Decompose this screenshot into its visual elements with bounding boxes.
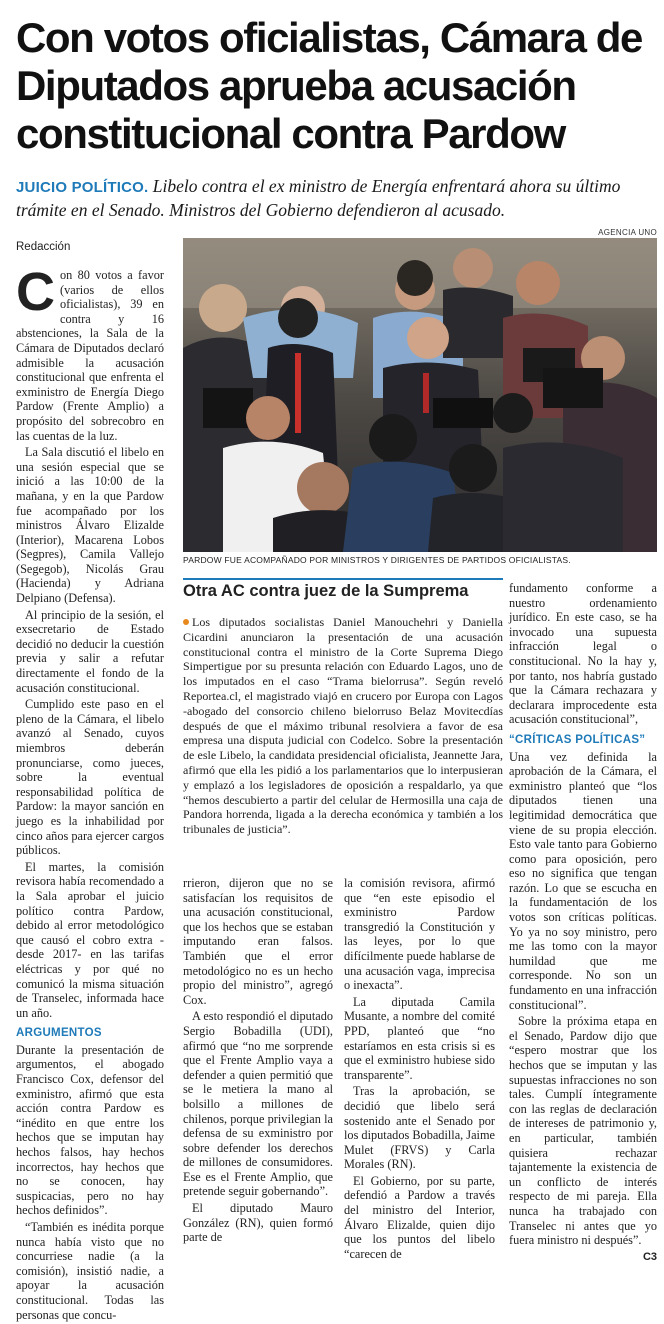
photo-illustration — [183, 238, 657, 552]
column-3 — [344, 876, 495, 1263]
paragraph: la comisión revisora, afirmó que “en este episodio el exministro Pardow transgredió la Constitución y las leyes, por lo que difícilmente puede hablarse de una acusación vaga, imprecisa o inexacta”. — [344, 876, 495, 993]
byline: Redacción — [16, 241, 71, 253]
paragraph: fundamento conforme a nuestro ordenamiento jurídico. En este caso, se ha invocado una supuesta infracción legal o constitucional. No la hay y, por tanto, nos habría gustado que la Cámara rechazara y declarara improcedente esta acusación constitucional”, — [509, 581, 657, 727]
paragraph: A esto respondió el diputado Sergio Bobadilla (UDI), afirmó que “no me sorprende que el Frente Amplio vaya a defender a quien permitió que se le metiera la mano al bolsillo a millones de chilenos, porque privilegian la defensa de su exministro por sobre defender los derechos de millones de consumidores. Ese es el Frente Amplio, que pretende seguir gobernando”. — [183, 1009, 333, 1199]
paragraph: La diputada Camila Musante, a nombre del comité PPD, planteó que “no estaríamos en esta crisis si es que el exministro hubiese sido transparente”. — [344, 994, 495, 1082]
drop-cap: C — [16, 262, 55, 322]
paragraph: Durante la presentación de argumentos, el abogado Francisco Cox, defensor del exministro, afirmó que esta acción contra Pardow es “inédito en que entre los hechos que se imputan hay hechos falsos, hay hechos incorrectos, hay hechos que no se conocen, hay suspicacias, pero no hay hechos definidos”. — [16, 1042, 164, 1218]
paragraph: El diputado Mauro González (RN), quien formó parte de — [183, 1201, 333, 1245]
photo-caption: PARDOW FUE ACOMPAÑADO POR MINISTROS Y DIRIGENTES DE PARTIDOS OFICIALISTAS. — [183, 555, 571, 565]
sidebar-rule — [183, 578, 503, 580]
headline: Con votos oficialistas, Cámara de Diputados aprueba acusación constitucional contra Pardow — [16, 14, 643, 157]
column-4 — [509, 581, 657, 1264]
section-subhead: ARGUMENTOS — [16, 1027, 102, 1040]
paragraph: rrieron, dijeron que no se satisfacían los requisitos de una acusación constitucional, que los hechos que se estaban imputando eran falsos. También que el error metodológico no es un hecho propio del ministro”, agregó Cox. — [183, 876, 333, 1007]
paragraph: Tras la aprobación, se decidió que libelo será sostenido ante el Senado por los diputados Bobadilla, Jaime Mulet (FRVS) y Carla Morales (RN). — [344, 1084, 495, 1172]
paragraph: “También es inédita porque nunca había visto que no concurriese nadie (a la comisión), insistió nadie, a apoyar la acusación constitucional. Todas las personas que concu- — [16, 1220, 164, 1322]
paragraph: La Sala discutió el libelo en una sesión especial que se inició a las 10:00 de la mañana, y en la que Pardow fue acompañado por los ministros Álvaro Elizalde (Interior), Macarena Lobos (Segpres), Camila Vallejo (Segegob), Nicolás Grau (Hacienda) y Adriana Delpiano (Defensa). — [16, 445, 164, 606]
bullet-icon — [183, 619, 189, 625]
sidebar-body: Los diputados socialistas Daniel Manouchehri y Daniella Cicardini anunciaron la presentación de una acusación constitucional contra el ministro de la Corte Suprema Diego Simpertigue por su presunta relación con Eduardo Lagos, uno de los imputados en el caso “Trama bielorrusa”. Según reveló Reportea.cl, el magistrado viajó en crucero por Europa con Lagos -abogado del consorcio chileno bielorruso Belaz Movitecdías después de que el máximo tribunal resolviera a favor de esa empresa una disputa judicial con Codelco. Sobre la presentación de esle Libelo, la candidata presidencial oficialista, Jeannette Jara, afirmó que ella les pidió a los parlamentarios que lo interpusieran y emplazó a los legisladores de oposición a respaldarlo, ya que “hemos descubierto a partir del celular de Hermosilla una caja de Pandora horrenda, ligada a la derecha económica y también a los tribunales de justicia”. — [183, 615, 503, 837]
paragraph: Cumplido este paso en el pleno de la Cámara, el libelo avanzó al Senado, cuyos miembros deberán pronunciarse, como jueces, sobre la eventual responsabilidad política de Pardow: la mayor sanción en juego es la inhabilidad por cinco años para ejercer cargos públicos. — [16, 697, 164, 858]
paragraph: El martes, la comisión revisora había recomendado a la Sala aprobar el juicio político contra Pardow, debido al error metodológico que causó el cobro extra -desde 2017- en las tarifas eléctricas y por qué no comunicó la misma situación de Transelec, informada hace un año. — [16, 859, 164, 1020]
paragraph-text: on 80 votos a favor (varios de ellos oficialistas), 39 en contra y 16 abstenciones, la Sala de la Cámara de Diputados declaró admisible la acusación constitucional que enfrenta el exministro de Energía Diego Pardow (Frente Amplio) a propósito del sobrecobro en las cuentas de la luz. — [16, 268, 164, 443]
lead-text: Libelo contra el ex ministro de Energía enfrentará ahora su último trámite en el Senado. Ministros del Gobierno defendieron al acusado. — [16, 176, 621, 220]
photo-credit: AGENCIA UNO — [598, 228, 657, 237]
sidebar-title: Otra AC contra juez de la Sumprema — [183, 582, 469, 600]
section-subhead: “CRÍTICAS POLÍTICAS” — [509, 733, 646, 746]
paragraph: Al principio de la sesión, el exsecretario de Estado decidió no deducir la cuestión previa y salir a refutar directamente el fondo de la acusación constitucional. — [16, 607, 164, 695]
sidebar-text — [183, 615, 503, 837]
column-2 — [183, 876, 333, 1247]
paragraph: Una vez definida la aprobación de la Cámara, el exministro planteó que “los diputados tienen una legitimidad democrática que viene de su propia elección. Esto vale tanto para Gobierno como para oposición, pero eso no significa que tengan razón. Lo que se escucha en la fundamentación de los votos son críticas políticas. Yo ya no soy ministro, pero me las tomo con la mayor humildad que me corresponde. No son un fundamento en una infracción constitucional”. — [509, 749, 657, 1012]
lead-kicker: JUICIO POLÍTICO. — [16, 179, 149, 196]
paragraph: Sobre la próxima etapa en el Senado, Pardow dijo que “espero mostrar que los hechos que se imputan y las supuestas infracciones no son tales. Cumplí íntegramente con las reglas de declaración de intereses de patrimonio y, en particular, también quisiera rechazar tajantemente la existencia de un conflicto de interés respecto de mi pareja. Ella nunca ha trabajado con Transelec ni antes que yo fuera ministro ni después”. — [509, 1014, 657, 1248]
lead-paragraph — [16, 175, 656, 222]
paragraph: El Gobierno, por su parte, defendió a Pardow a través del ministro del Interior, Álvaro Elizalde, quien dijo que los puntos del libelo “carecen de — [344, 1173, 495, 1261]
column-1 — [16, 262, 164, 1324]
end-mark: C3 — [642, 1250, 657, 1263]
news-photo — [183, 238, 657, 552]
paragraph — [16, 262, 164, 443]
